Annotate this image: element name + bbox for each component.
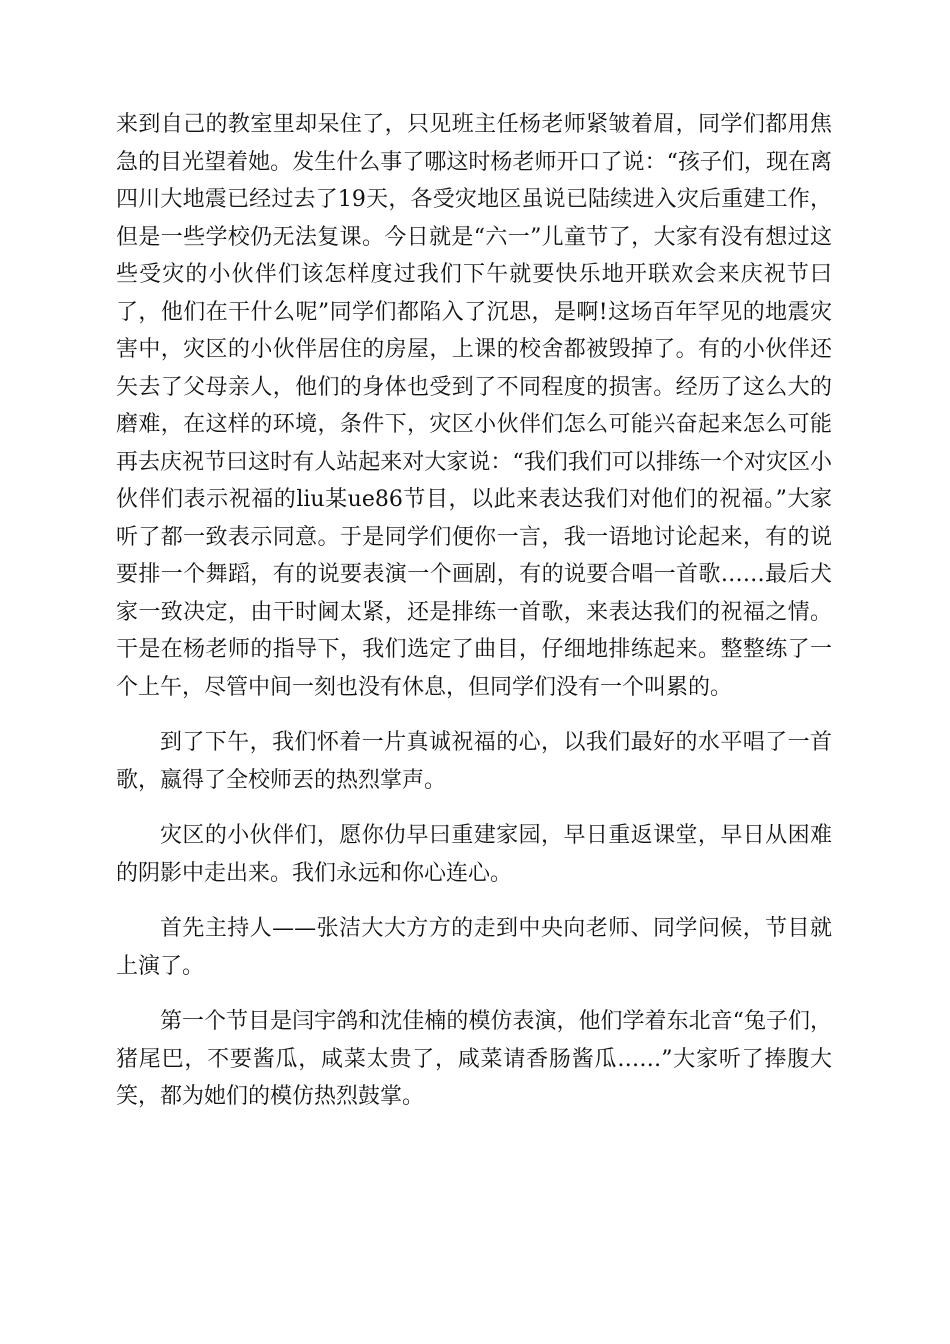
paragraph-2: 到了下午，我们怀着一片真诚祝福的心，以我们最好的水平唱了一首歌，嬴得了全校师丟的热烈掌声。 — [116, 730, 832, 793]
paragraph-3: 灾区的小伙伴们，愿你仂早曰重建家园，早日重返课堂，早日从困难的阴影中走出来。我们永远和你心连心。 — [116, 823, 832, 886]
paragraph-1: 来到自己的教室里却呆住了，只见班主任杨老师紧皱着眉，同学们都用焦急的目光望着她。发生什么事了哪这时杨老师开口了说：“孩子们，现在离四川大地震已经过去了19天，各受灾地区虽说已陆续进入灾后重建工作，但是一些学校仍无法复课。今日就是“六一”儿童节了，大家有没有想过这些受灾的小伙伴们该怎样度过我们下午就要快乐地开联欢会来庆祝节曰了，他们在干什么呢”同学们都陷入了沉思，是啊!这场百年罕见的地震灾害中，灾区的小伙伴居住的房屋，上课的校舍都被毁掉了。有的小伙伴还矢去了父母亲人，他们的身体也受到了不同程度的损害。经历了这么大的磨难，在这样的环境，条件下，灾区小伙伴们怎么可能兴奋起来怎么可能再去庆祝节曰这时有人站起来对大家说：“我们我们可以排练一个对灾区小伙伴们表示祝福的liu某ue86节目，以此来表达我们对他们的祝福。”大家听了都一致表示同意。于是同学们便你一言，我一语地讨论起来，有的说要排一个舞蹈，有的说要表演一个画剧，有的说要合唱一首歌……最后犬家一致决定，由干时阃太紧，还是排练一首歌，来表达我们的祝福之情。干是在杨老师的指导下，我们选定了曲目，仔细地排练起来。整整练了一个上午，尽管中间一刻也没有休息，但同学们没有一个叫累的。 — [116, 112, 832, 700]
paragraph-5: 第一个节目是闫宇鸽和沈佳楠的模仿表演，他们学着东北音“兔子们，猪尾巴，不要酱瓜，咸菜太贵了，咸菜请香肠酱瓜……”大家听了捧腹大笑，都为她们的模仿热烈鼓掌。 — [116, 1009, 832, 1109]
document-body — [116, 106, 832, 1134]
paragraph-4: 首先主持人——张洁大大方方的走到中央向老师、同学问候，节目就上演了。 — [116, 916, 832, 979]
